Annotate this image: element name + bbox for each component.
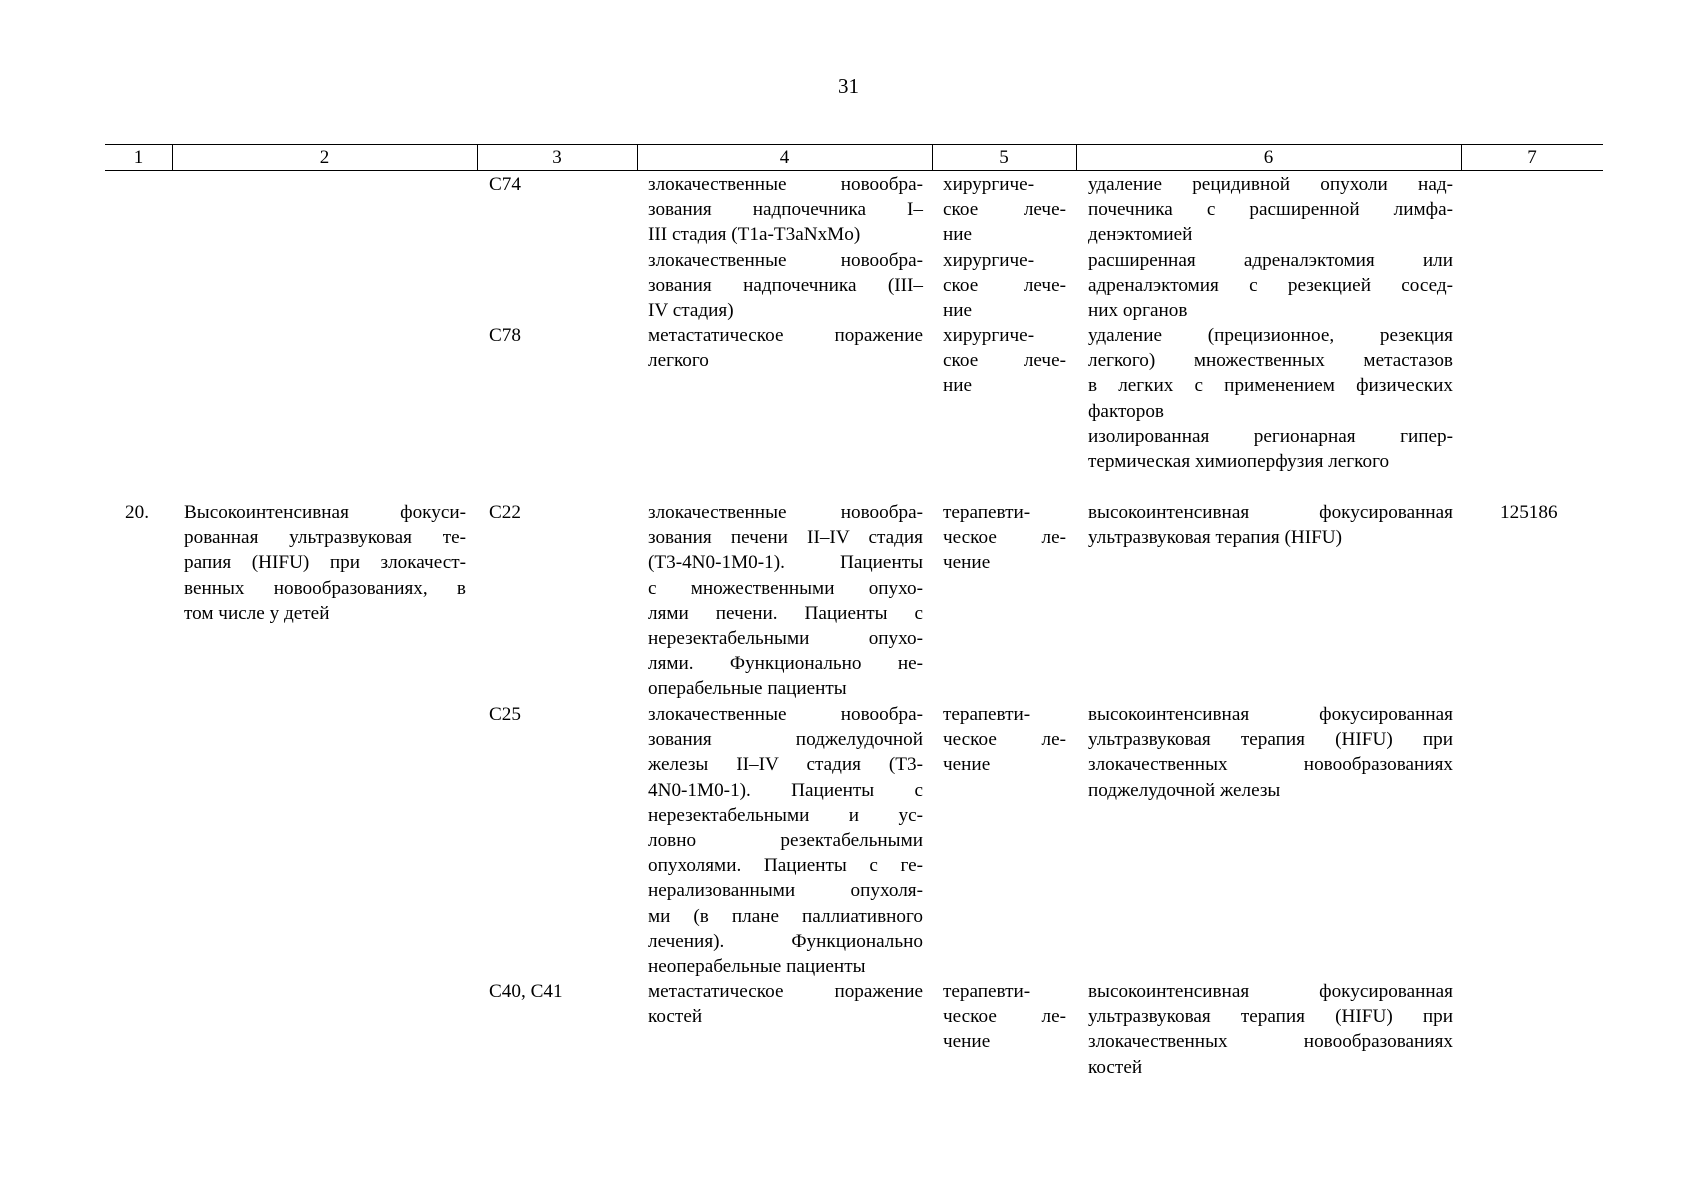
treatment-type: терапевти- ческое ле- чение: [943, 981, 1066, 1053]
page-number: 31: [838, 74, 859, 98]
treatment-method: высокоинтенсивная фокусированная ультразвуковая терапия (HIFU): [1088, 502, 1453, 549]
column-header-7: 7: [1527, 147, 1537, 168]
table-header-bottom-border: [105, 170, 1603, 171]
treatment-method: удаление рецидивной опухоли над- почечника с расширенной лимфа- денэктомией расширенная адреналэктомия или адреналэктомия с резекцией сосед- них органов: [1088, 174, 1453, 322]
service-name: Высокоинтенсивная фокуси- рованная ультразвуковая те- рапия (HIFU) при злокачест- венных новообразованиях, в том числе у детей: [184, 502, 466, 624]
diagnosis-description: метастатическое поражение легкого: [648, 325, 923, 372]
column-header-3: 3: [552, 147, 562, 168]
diagnosis-code: С22: [489, 502, 521, 523]
treatment-type: хирургиче- ское лече- ние хирургиче- ское лече- ние: [943, 174, 1066, 322]
treatment-type: хирургиче- ское лече- ние: [943, 325, 1066, 397]
column-header-6: 6: [1263, 147, 1274, 168]
diagnosis-code: С25: [489, 704, 521, 725]
column-header-1: 1: [133, 147, 144, 168]
diagnosis-description: злокачественные новообра- зования надпочечника I– III стадия (T1a-T3aNxMo) злокачественные новообра- зования надпочечника (III– IV стадия): [648, 174, 923, 322]
row-number: 20.: [125, 502, 149, 523]
treatment-method: удаление (прецизионное, резекция легкого) множественных метастазов в легких с применением физических факторов изолированная регионарная гипер- термическая химиоперфузия легкого: [1088, 325, 1453, 473]
diagnosis-description: метастатическое поражение костей: [648, 981, 923, 1028]
treatment-method: высокоинтенсивная фокусированная ультразвуковая терапия (HIFU) при злокачественных новообразованиях костей: [1088, 981, 1453, 1078]
service-cost: 125186: [1500, 502, 1558, 523]
diagnosis-code: С78: [489, 325, 521, 346]
diagnosis-code: С74: [489, 174, 521, 195]
column-header-5: 5: [999, 147, 1009, 168]
diagnosis-code: С40, С41: [489, 981, 563, 1002]
column-header-2: 2: [319, 147, 330, 168]
treatment-type: терапевти- ческое ле- чение: [943, 502, 1066, 574]
treatment-type: терапевти- ческое ле- чение: [943, 704, 1066, 776]
column-header-4: 4: [779, 147, 790, 168]
diagnosis-description: злокачественные новообра- зования печени II–IV стадия (T3-4N0-1M0-1). Пациенты с множественными опухо- лями печени. Пациенты с нерезектабельными опухо- лями. Функционально не- операбельные пациенты: [648, 502, 923, 700]
diagnosis-description: злокачественные новообра- зования поджелудочной железы II–IV стадия (T3- 4N0-1M0-1). Пациенты с нерезектабельными и ус- ловно резектабельными опухолями. Пациенты с ге- нерализованными опухоля- ми (в плане паллиативного лечения). Функционально неоперабельные пациенты: [648, 704, 923, 978]
treatment-method: высокоинтенсивная фокусированная ультразвуковая терапия (HIFU) при злокачественных новообразованиях поджелудочной железы: [1088, 704, 1453, 801]
